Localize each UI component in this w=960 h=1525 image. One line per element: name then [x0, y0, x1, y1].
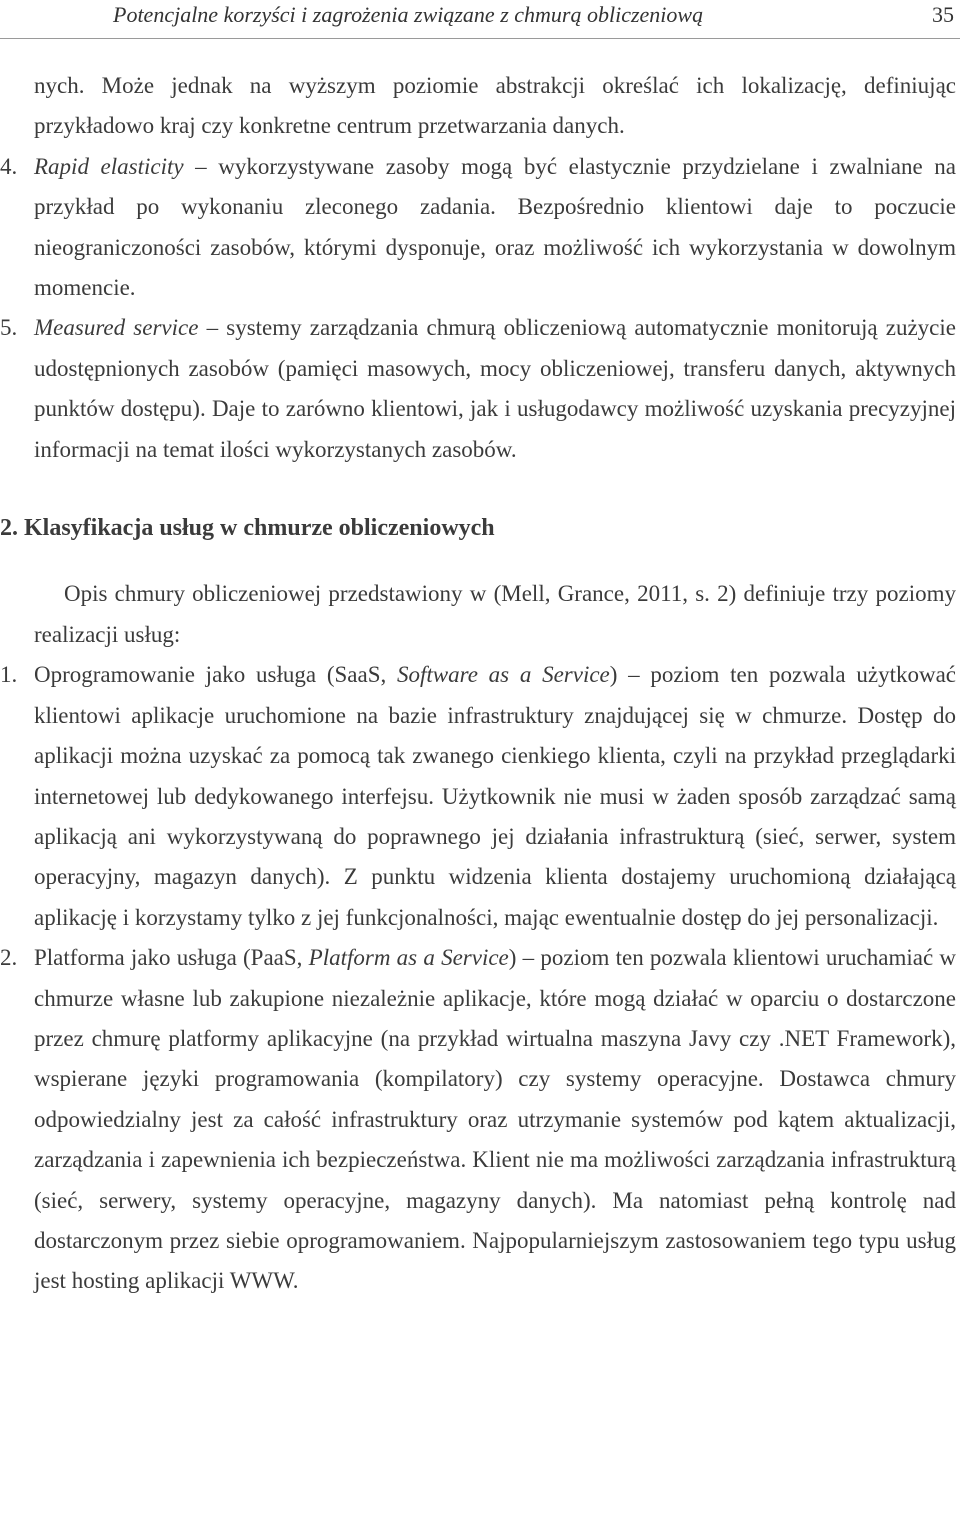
- item-text: – wykorzystywane zasoby mogą być elastycznie przydzielane i zwalniane na przykład po wykonaniu zleconego zadania. Bezpośrednio klientowi daje to poczucie nieograniczoności zasobów, którymi dysponuje, oraz możliwość ich wykorzystania w dowolnym momencie.: [34, 153, 956, 301]
- list-number: 5.: [0, 315, 18, 341]
- continuation-paragraph: nych. Może jednak na wyższym poziomie abstrakcji określać ich lokalizację, definiując przykładowo kraj czy konkretne centrum przetwarzania danych.: [34, 73, 956, 139]
- item-lead: Platforma jako usługa (PaaS,: [34, 945, 309, 971]
- term-rapid-elasticity: Rapid elasticity: [34, 153, 184, 179]
- item-lead: Oprogramowanie jako usługa (SaaS,: [34, 662, 397, 688]
- item-text: ) – poziom ten pozwala klientowi uruchamiać w chmurze własne lub zakupione niezależnie aplikacje, które mogą działać w oparciu o dostarczone przez chmurę platformy aplikacyjne (na przykład wirtualna maszyna Javy czy .NET Framework), wspierane języki programowania (kompilatory) czy systemy operacyjne. Dostawca chmury odpowiedzialny jest za całość infrastruktury oraz utrzymanie systemów pod kątem aktualizacji, zarządzania i zapewnienia ich bezpieczeństwa. Klient nie ma możliwości zarządzania infrastrukturą (sieć, serwery, systemy operacyjne, magazyny danych). Ma natomiast pełną kontrolę nad dostarczonym przez siebie oprogramowaniem. Najpopularniejszym zastosowaniem tego typu usług jest hosting aplikacji WWW.: [34, 945, 956, 1294]
- header-divider: [0, 38, 960, 39]
- list-number: 1.: [0, 662, 18, 688]
- body-text: [0, 66, 956, 1302]
- item-text: ) – poziom ten pozwala użytkować klientowi aplikacje uruchomione na bazie infrastruktury znajdującej się w chmurze. Dostęp do aplikacji można uzyskać za pomocą tak zwanego cienkiego klienta, czyli na przykład przeglądarki internetowej lub dedykowanego interfejsu. Użytkownik nie musi w żaden sposób zarządzać samą aplikacją ani wykorzystywaną do poprawnego jej działania infrastrukturą (sieć, serwer, system operacyjny, magazyn danych). Z punktu widzenia klienta dostajemy uruchomioną działającą aplikację i korzystamy tylko z jej funkcjonalności, mając ewentualnie dostęp do jej personalizacji.: [34, 662, 956, 930]
- intro-paragraph: Opis chmury obliczeniowej przedstawiony w (Mell, Grance, 2011, s. 2) definiuje trzy poziomy realizacji usług:: [34, 581, 956, 647]
- list-number: 4.: [0, 153, 18, 179]
- term-software-as-a-service: Software as a Service: [396, 662, 610, 688]
- list-number: 2.: [0, 945, 18, 971]
- section-heading: 2. Klasyfikacja usług w chmurze obliczeniowych: [0, 515, 495, 542]
- running-header-title: Potencjalne korzyści i zagrożenia związane z chmurą obliczeniową: [113, 2, 704, 27]
- item-text: – systemy zarządzania chmurą obliczeniową automatycznie monitorują zużycie udostępnionych zasobów (pamięci masowych, mocy obliczeniowej, transferu danych, aktywnych punktów dostępu). Daje to zarówno klientowi, jak i usługodawcy możliwość uzyskania precyzyjnej informacji na temat ilości wykorzystanych zasobów.: [34, 315, 956, 462]
- list-item-saas: [0, 655, 956, 938]
- list-item-rapid-elasticity: [0, 147, 956, 309]
- term-platform-as-a-service: Platform as a Service: [308, 945, 509, 971]
- term-measured-service: Measured service: [34, 315, 199, 341]
- running-header: [0, 0, 960, 36]
- list-item-measured-service: [0, 308, 956, 470]
- list-item-paas: [0, 938, 956, 1302]
- page-number: 35: [932, 2, 954, 27]
